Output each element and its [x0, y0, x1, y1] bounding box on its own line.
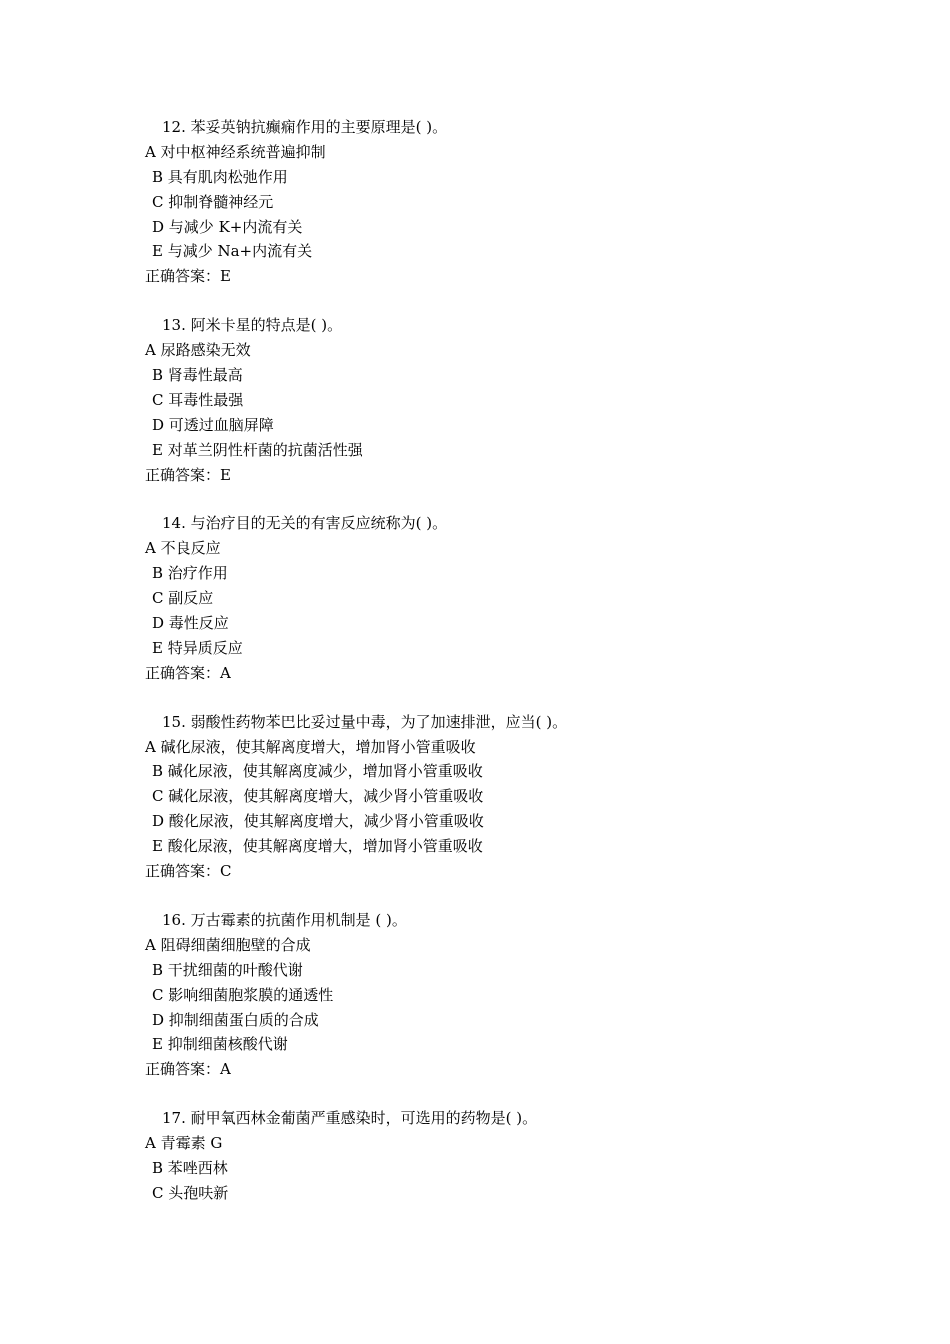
option-e: E 对革兰阴性杆菌的抗菌活性强: [152, 440, 363, 459]
option-c: C 头孢呋新: [152, 1183, 229, 1202]
correct-answer: 正确答案：E: [145, 465, 231, 484]
question-title: 15. 弱酸性药物苯巴比妥过量中毒，为了加速排泄，应当( )。: [162, 712, 568, 731]
option-b: B 治疗作用: [152, 564, 228, 583]
question-16: [145, 908, 905, 1082]
option-a: A 青霉素 G: [145, 1134, 223, 1153]
option-e: E 与减少 Na+内流有关: [152, 242, 313, 261]
correct-answer: 正确答案：E: [145, 267, 231, 286]
correct-answer: 正确答案：A: [145, 663, 231, 682]
option-b: B 干扰细菌的叶酸代谢: [152, 960, 303, 979]
option-b: B 苯唑西林: [152, 1158, 228, 1177]
option-a: A 尿路感染无效: [145, 341, 251, 360]
option-b: B 碱化尿液，使其解离度减少，增加肾小管重吸收: [152, 762, 483, 781]
correct-answer: 正确答案：C: [145, 862, 232, 881]
question-13: [145, 313, 905, 487]
document-page: [145, 115, 905, 1230]
option-c: C 碱化尿液，使其解离度增大，减少肾小管重吸收: [152, 787, 484, 806]
option-d: D 可透过血脑屏障: [152, 415, 274, 434]
option-d: D 与减少 K+内流有关: [152, 217, 303, 236]
option-a: A 碱化尿液，使其解离度增大，增加肾小管重吸收: [145, 737, 476, 756]
option-b: B 肾毒性最高: [152, 366, 243, 385]
option-e: E 酸化尿液，使其解离度增大，增加肾小管重吸收: [152, 837, 483, 856]
option-d: D 酸化尿液，使其解离度增大，减少肾小管重吸收: [152, 812, 484, 831]
question-12: [145, 115, 905, 289]
option-c: C 副反应: [152, 589, 214, 608]
option-a: A 对中枢神经系统普遍抑制: [145, 142, 326, 161]
option-c: C 耳毒性最强: [152, 390, 244, 409]
option-c: C 影响细菌胞浆膜的通透性: [152, 985, 334, 1004]
question-title: 17. 耐甲氧西林金葡菌严重感染时，可选用的药物是( )。: [162, 1109, 538, 1128]
question-15: [145, 710, 905, 884]
option-d: D 抑制细菌蛋白质的合成: [152, 1010, 319, 1029]
option-b: B 具有肌肉松弛作用: [152, 167, 288, 186]
question-17: [145, 1106, 905, 1206]
question-title: 16. 万古霉素的抗菌作用机制是 ( )。: [162, 910, 407, 929]
question-14: [145, 511, 905, 685]
option-e: E 特异质反应: [152, 638, 243, 657]
option-d: D 毒性反应: [152, 614, 229, 633]
question-title: 13. 阿米卡星的特点是( )。: [162, 316, 343, 335]
correct-answer: 正确答案：A: [145, 1060, 231, 1079]
option-e: E 抑制细菌核酸代谢: [152, 1035, 288, 1054]
option-a: A 阻碍细菌细胞壁的合成: [145, 935, 311, 954]
question-title: 12. 苯妥英钠抗癫痫作用的主要原理是( )。: [162, 118, 448, 136]
option-c: C 抑制脊髓神经元: [152, 192, 274, 211]
question-title: 14. 与治疗目的无关的有害反应统称为( )。: [162, 514, 448, 533]
option-a: A 不良反应: [145, 539, 221, 558]
